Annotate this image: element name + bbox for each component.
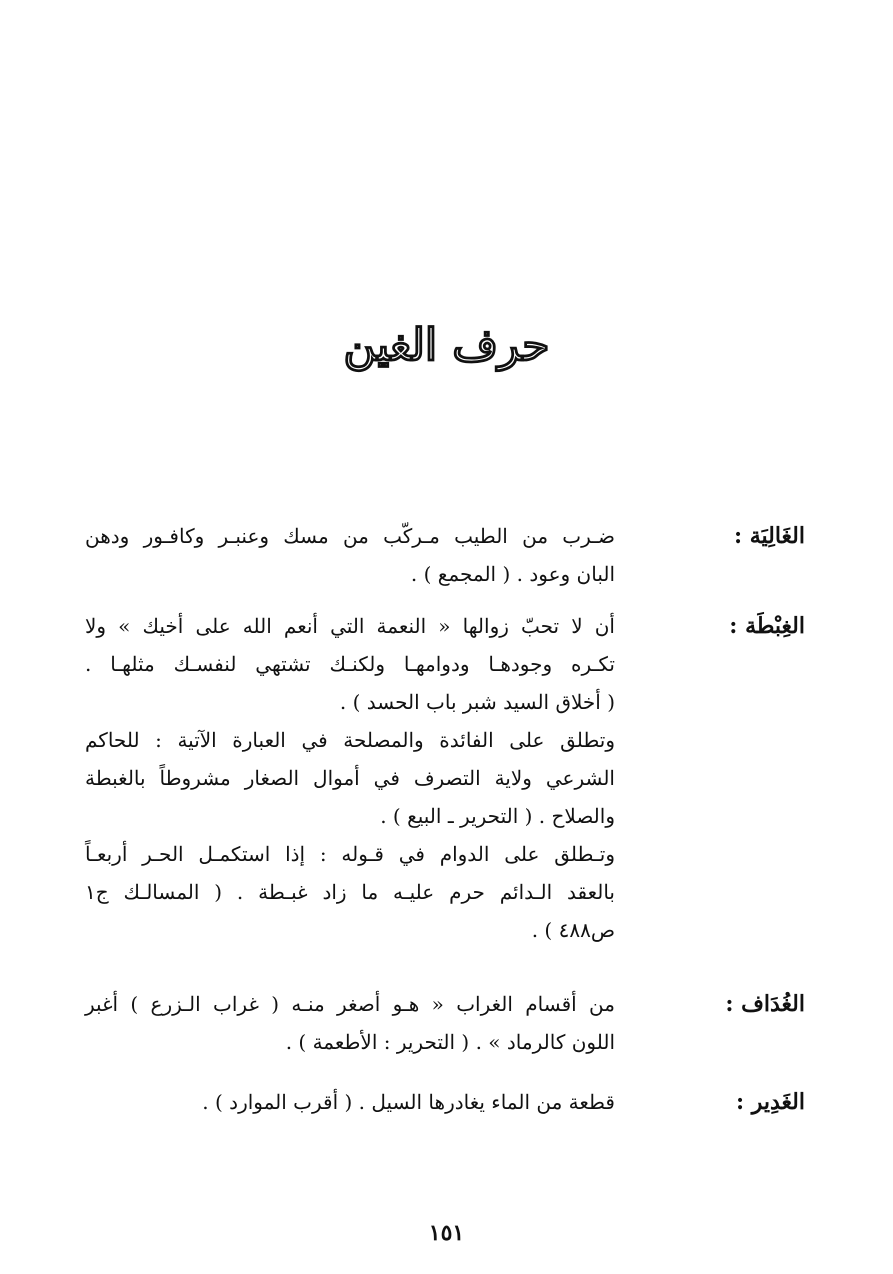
definition-line: تكـره وجودهـا ودوامهـا ولكنـك تشتهي لنفسـك مثلهـا . (85, 652, 615, 676)
page-number: ١٥١ (428, 1220, 465, 1246)
definition-line: وتـطلق على الدوام في قـوله : إذا استكمـل الحـر أربعـاً (85, 842, 615, 866)
entry-term: الغِبْطَة : (729, 613, 805, 639)
definition-line: وتطلق على الفائدة والمصلحة في العبارة الآتية : للحاكم (85, 728, 615, 752)
chapter-heading: حرف الغين (343, 320, 550, 371)
definition-line: ( أخلاق السيد شبر باب الحسد ) . (339, 690, 615, 714)
entry-term: الغَالِيَة : (733, 523, 805, 549)
definition-line: ضـرب من الطيب مـركّب من مسك وعنبـر وكافـور ودهن (85, 524, 615, 548)
entry-definition (85, 1083, 615, 1121)
entry-definition (85, 517, 615, 593)
definition-line: الشرعي ولاية التصرف في أموال الصغار مشروطاً بالغبطة (85, 766, 615, 790)
entry-term: الغُدَاف : (725, 991, 805, 1017)
entry-definition (85, 985, 615, 1061)
definition-line: أن لا تحبّ زوالها « النعمة التي أنعم الله على أخيك » ولا (85, 614, 615, 638)
definition-line: والصلاح . ( التحرير ـ البيع ) . (380, 804, 615, 828)
definition-line: بالعقد الـدائم حرم عليـه ما زاد غبـطة . ( المسالـك ج١ (85, 880, 615, 904)
glossary-entry (85, 607, 805, 952)
definition-line: قطعة من الماء يغادرها السيل . ( أقرب الموارد ) . (202, 1090, 615, 1114)
definition-line: البان وعود . ( المجمع ) . (410, 562, 615, 586)
definition-line: اللون كالرماد » . ( التحرير : الأطعمة ) . (285, 1030, 615, 1054)
definition-line: ص٤٨٨ ) . (531, 918, 615, 942)
glossary-entry (85, 517, 805, 597)
entry-term: الغَدِير : (735, 1089, 805, 1115)
glossary-entry (85, 1083, 805, 1123)
definition-line: من أقسام الغراب « هـو أصغر منـه ( غراب الـزرع ) أغبر (85, 992, 615, 1016)
glossary-entry (85, 985, 805, 1065)
entry-definition (85, 607, 615, 949)
